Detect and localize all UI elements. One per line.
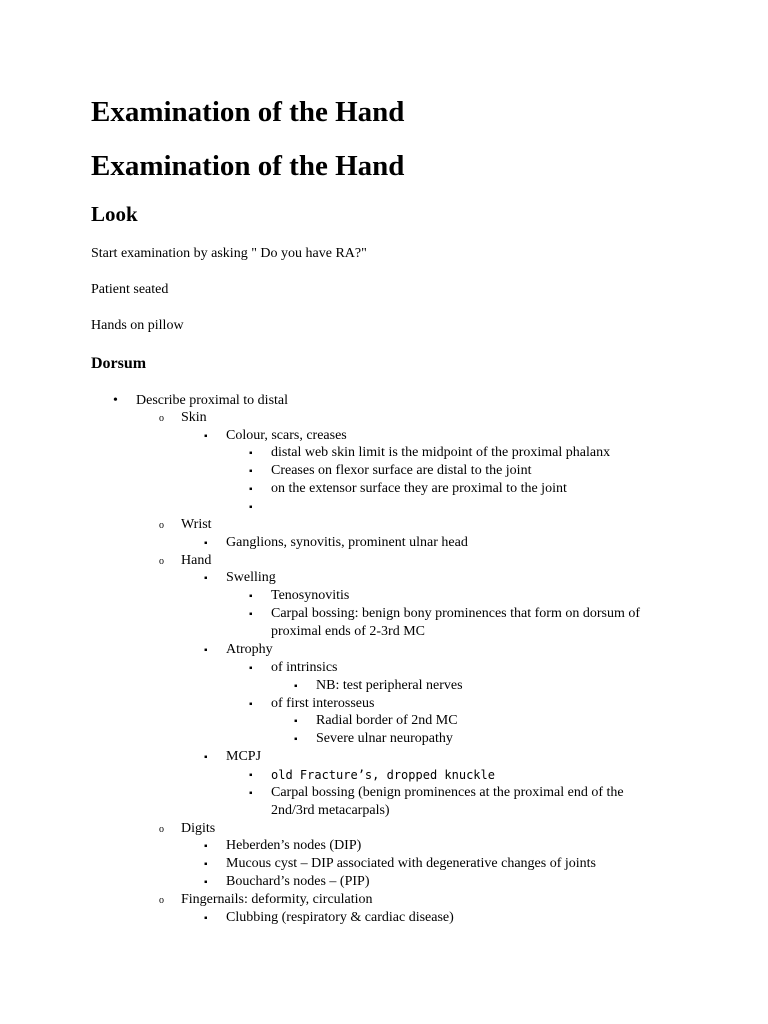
list-item-swelling: Swelling (226, 570, 276, 585)
list-square-marker: ▪ (204, 752, 208, 763)
list-square-marker: ▪ (249, 788, 253, 799)
list-item-ganglions: Ganglions, synovitis, prominent ulnar head (226, 535, 468, 550)
section-heading-look: Look (91, 202, 138, 226)
document-title-repeat: Examination of the Hand (91, 150, 405, 182)
list-square-marker-empty: ▪ (249, 502, 253, 513)
list-square-marker: ▪ (204, 538, 208, 549)
list-square-marker: ▪ (204, 841, 208, 852)
list-item-wrist: Wrist (181, 517, 212, 532)
list-item-heberden: Heberden’s nodes (DIP) (226, 838, 362, 853)
paragraph-hands-on-pillow: Hands on pillow (91, 318, 184, 333)
list-square-marker: ▪ (204, 877, 208, 888)
list-item-extensor: on the extensor surface they are proximal to the joint (271, 481, 567, 496)
list-square-marker: ▪ (204, 573, 208, 584)
paragraph-patient-seated: Patient seated (91, 282, 169, 297)
list-item-nb-peripheral-nerves: NB: test peripheral nerves (316, 678, 463, 693)
list-bullet: • (113, 393, 118, 408)
list-square-marker: ▪ (204, 859, 208, 870)
list-item-tenosynovitis: Tenosynovitis (271, 588, 350, 603)
list-circle-marker: o (159, 556, 164, 567)
list-item-distal-web: distal web skin limit is the midpoint of the proximal phalanx (271, 445, 611, 460)
list-item-carpal-bossing-2-cont: 2nd/3rd metacarpals) (271, 803, 390, 818)
list-item-digits: Digits (181, 821, 216, 836)
list-square-marker: ▪ (249, 484, 253, 495)
list-item-intrinsics: of intrinsics (271, 660, 338, 675)
list-item-carpal-bossing-1-cont: proximal ends of 2-3rd MC (271, 624, 425, 639)
list-square-marker: ▪ (204, 645, 208, 656)
list-square-marker: ▪ (294, 734, 298, 745)
list-item-first-interosseus: of first interosseus (271, 696, 375, 711)
list-item-mucous-cyst: Mucous cyst – DIP associated with degenerative changes of joints (226, 856, 597, 871)
paragraph-start-examination: Start examination by asking " Do you have RA?" (91, 246, 367, 261)
list-square-marker: ▪ (249, 466, 253, 477)
list-item-mcpj: MCPJ (226, 749, 262, 764)
list-circle-marker: o (159, 895, 164, 906)
list-square-marker: ▪ (249, 609, 253, 620)
list-circle-marker: o (159, 520, 164, 531)
list-item-hand: Hand (181, 553, 212, 568)
list-item-creases-flexor: Creases on flexor surface are distal to the joint (271, 463, 532, 478)
list-item-carpal-bossing-1: Carpal bossing: benign bony prominences that form on dorsum of (271, 606, 640, 621)
list-circle-marker: o (159, 824, 164, 835)
list-item-describe: Describe proximal to distal (136, 393, 289, 408)
list-item-clubbing: Clubbing (respiratory & cardiac disease) (226, 910, 454, 925)
list-square-marker: ▪ (249, 699, 253, 710)
list-item-skin: Skin (181, 410, 207, 425)
list-square-marker: ▪ (249, 770, 253, 781)
document-title: Examination of the Hand (91, 96, 405, 128)
list-square-marker: ▪ (204, 431, 208, 442)
list-square-marker: ▪ (294, 681, 298, 692)
list-square-marker: ▪ (249, 663, 253, 674)
list-item-atrophy: Atrophy (226, 642, 273, 657)
list-item-severe-ulnar: Severe ulnar neuropathy (316, 731, 453, 746)
list-item-colour: Colour, scars, creases (226, 428, 347, 443)
list-circle-marker: o (159, 413, 164, 424)
list-item-fingernails: Fingernails: deformity, circulation (181, 892, 373, 907)
list-square-marker: ▪ (249, 591, 253, 602)
list-item-radial-border: Radial border of 2nd MC (316, 713, 458, 728)
list-square-marker: ▪ (249, 448, 253, 459)
subheading-dorsum: Dorsum (91, 355, 147, 372)
list-square-marker: ▪ (294, 716, 298, 727)
list-item-old-fracture: old Fracture’s, dropped knuckle (271, 768, 495, 782)
list-item-bouchard: Bouchard’s nodes – (PIP) (226, 874, 370, 889)
list-square-marker: ▪ (204, 913, 208, 924)
list-item-carpal-bossing-2: Carpal bossing (benign prominences at the proximal end of the (271, 785, 624, 800)
